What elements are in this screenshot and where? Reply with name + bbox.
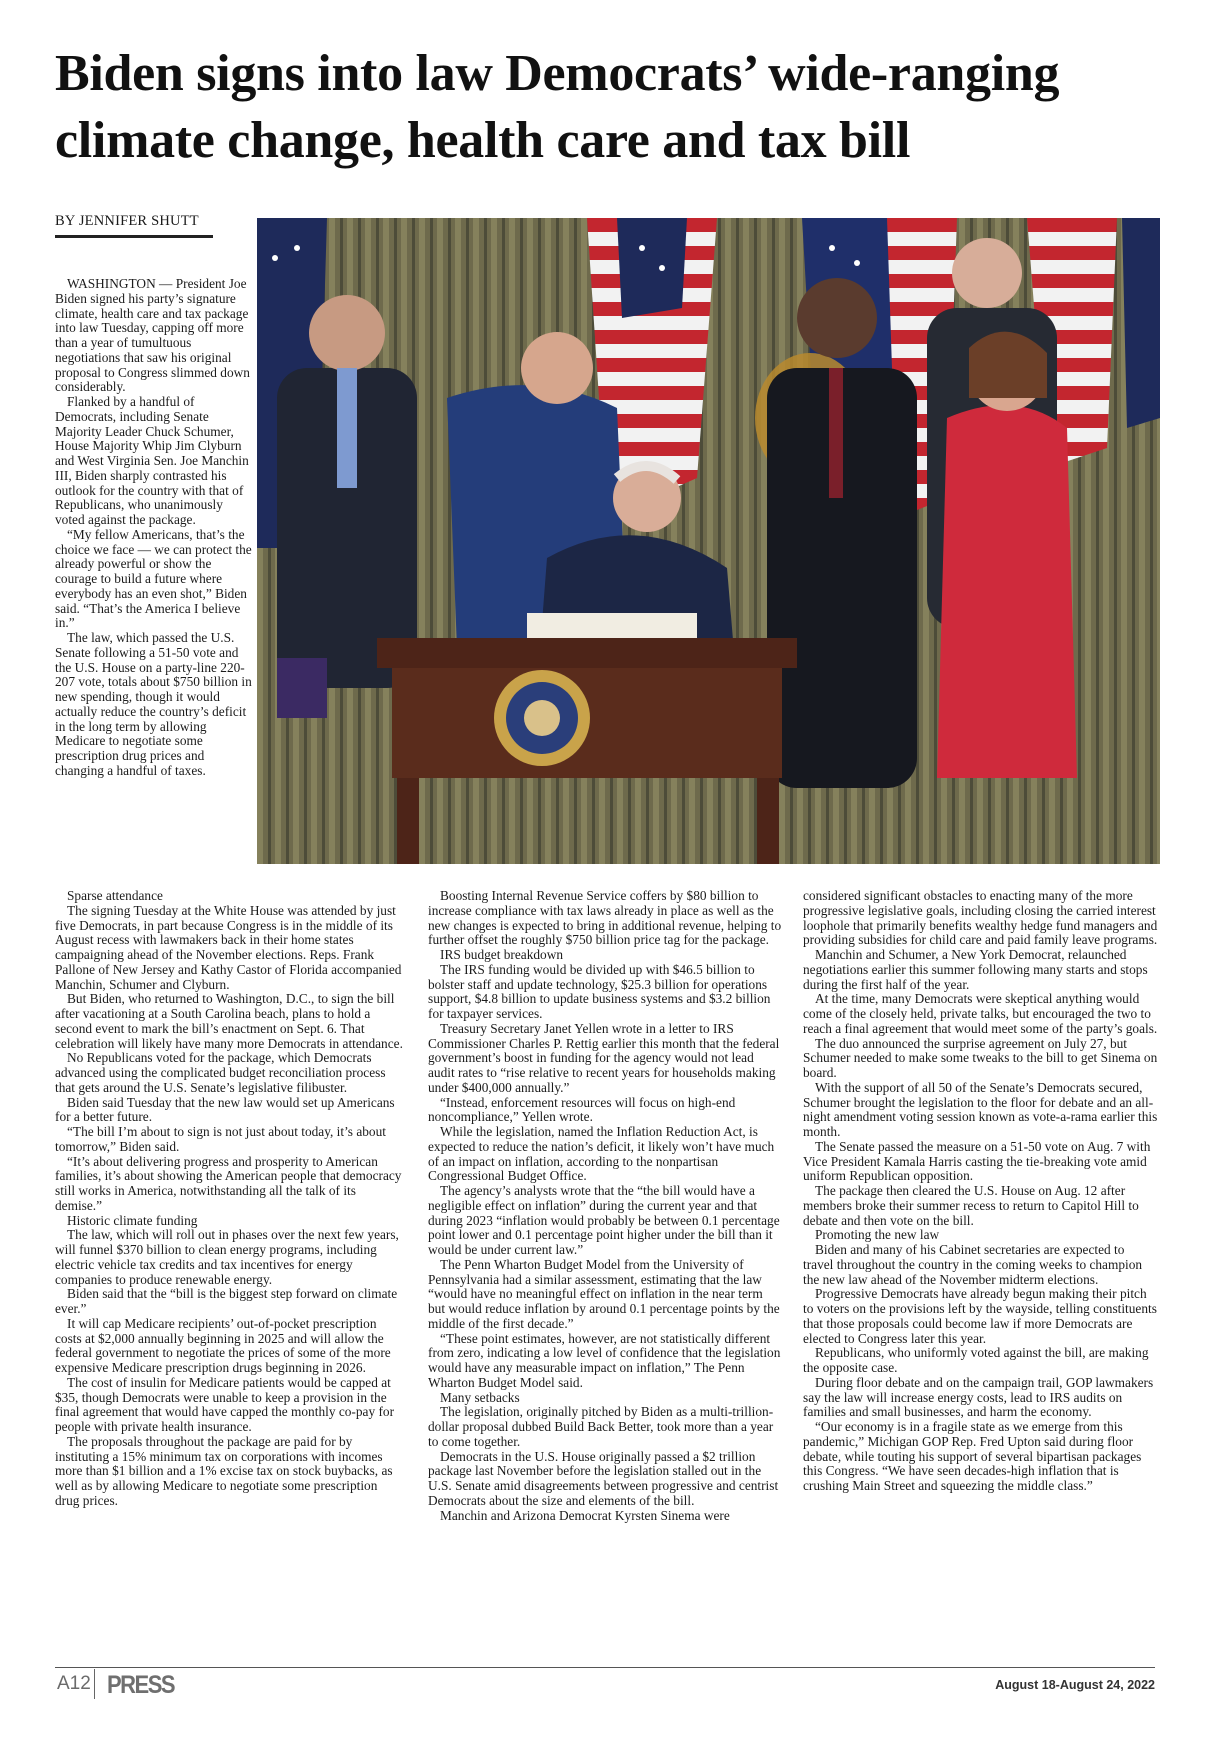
paragraph: considered significant obstacles to enacting many of the more progressive legislative goals, including closing the carried interest loophole that primarily benefits wealthy hedge fund managers and providing subsidies for child care and paid family leave programs. <box>803 888 1158 948</box>
subhead-many-setbacks: Many setbacks <box>440 1389 520 1405</box>
paragraph: The law, which will roll out in phases over the next few years, will funnel $370 billion to clean energy programs, including electric vehicle tax credits and tax incentives for energy companies to produce renewable energy. <box>55 1227 399 1287</box>
paragraph: Biden said Tuesday that the new law would set up Americans for a better future. <box>55 1094 395 1125</box>
paragraph: The duo announced the surprise agreement on July 27, but Schumer needed to make some tweaks to the bill to get Sinema on board. <box>803 1035 1158 1080</box>
paragraph: Biden said that the “bill is the biggest step forward on climate ever.” <box>55 1286 398 1316</box>
paragraph: “Instead, enforcement resources will focus on high-end noncompliance,” Yellen wrote. <box>428 1094 736 1125</box>
paragraph: At the time, many Democrats were skeptical anything would come of the closely held, private talks, but encouraged the two to reach a final agreement that would meet some of the party’s goals. <box>803 991 1158 1036</box>
paragraph: “It’s about delivering progress and prosperity to American families, it’s about showing the American people that democracy still works in America, notwithstanding all the talk of its demise.” <box>55 1153 402 1213</box>
page-number: A12 <box>57 1673 91 1694</box>
article-column-left <box>55 889 405 1509</box>
paragraph: WASHINGTON — President Joe Biden signed his party’s signature climate, health care and tax package into law Tuesday, capping off more than a year of tumultuous negotiations that saw his original proposal to Congress slimmed down considerably. <box>55 276 250 395</box>
paragraph: Progressive Democrats have already begun making their pitch to voters on the provisions left by the wayside, telling constituents that those proposals could become law if more Democrats are elected to Congress later this year. <box>803 1286 1157 1346</box>
paragraph: While the legislation, named the Inflation Reduction Act, is expected to reduce the nation’s deficit, it likely won’t have much of an impact on inflation, according to the nonpartisan Congressional Budget Office. <box>428 1124 775 1184</box>
paragraph: “The bill I’m about to sign is not just about today, it’s about tomorrow,” Biden said. <box>55 1124 386 1154</box>
paragraph: The package then cleared the U.S. House on Aug. 12 after members broke their summer recess to return to Capitol Hill to debate and then vote on the bill. <box>803 1183 1139 1228</box>
subhead-promoting-the-new-law: Promoting the new law <box>815 1227 940 1243</box>
paragraph: The cost of insulin for Medicare patients would be capped at $35, though Democrats were unable to keep a provision in the final agreement that would have capped the monthly co-pay for people with private health insurance. <box>55 1374 395 1434</box>
paragraph: Treasury Secretary Janet Yellen wrote in a letter to IRS Commissioner Charles P. Rettig earlier this month that the federal government’s boost in funding for the agency would not lead audit rates to “rise relative to recent years for households making under $400,000 annually.” <box>428 1020 780 1095</box>
paragraph: “Our economy is in a fragile state as we emerge from this pandemic,” Michigan GOP Rep. Fred Upton said during floor debate, while touting his support of several bipartisan packages this Congress. “We have seen decades-high inflation that is crushing Main Street and squeezing the middle class.” <box>803 1419 1142 1493</box>
signing-photo <box>257 218 1160 864</box>
paragraph: Republicans, who uniformly voted against the bill, are making the opposite case. <box>803 1345 1149 1375</box>
paragraph: Boosting Internal Revenue Service coffers by $80 billion to increase compliance with tax laws already in place as well as the new changes is expected to bring in additional revenue, helping to further offset the roughly $750 billion price tag for the package. <box>428 888 782 948</box>
paragraph: The signing Tuesday at the White House was attended by just five Democrats, in part because Congress is in the middle of its August recess with lawmakers back in their home states campaigning ahead of the November elections. Reps. Frank Pallone of New Jersey and Kathy Castor of Florida accompanied Manchin, Schumer and Clyburn. <box>55 902 402 992</box>
footer-rule <box>55 1667 1155 1668</box>
paragraph: The Penn Wharton Budget Model from the University of Pennsylvania had a similar assessment, estimating that the law “would have no meaningful effect on inflation in the near term but would reduce inflation by around 0.1 percentage points by the middle of the first decade.” <box>428 1256 780 1331</box>
headline: Biden signs into law Democrats’ wide-ranging climate change, health care and tax bill <box>55 45 1060 169</box>
paragraph: The agency’s analysts wrote that the “the bill would have a negligible effect on inflation” during the current year and that during 2023 “inflation would probably be between 0.1 percentage point lower and 0.1 percentage point higher under the bill than it would be under current law.” <box>428 1183 780 1257</box>
press-logo: PRESS <box>107 1670 175 1699</box>
paragraph: The legislation, originally pitched by Biden as a multi-trillion-dollar proposal dubbed Build Back Better, took more than a year to come together. <box>428 1404 774 1449</box>
issue-date: August 18-August 24, 2022 <box>995 1678 1155 1692</box>
paragraph: Flanked by a handful of Democrats, including Senate Majority Leader Chuck Schumer, House Majority Whip Jim Clyburn and West Virginia Sen. Joe Manchin III, Biden sharply contrasted his outlook for the country with that of Republicans, who unanimously voted against the package. <box>55 394 249 527</box>
paragraph: Democrats in the U.S. House originally passed a $2 trillion package last November before the legislation stalled out in the U.S. Senate amid disagreements between progressive and centrist Democrats about the size and elements of the bill. <box>428 1448 779 1508</box>
paragraph: With the support of all 50 of the Senate’s Democrats secured, Schumer brought the legislation to the floor for debate and an all-night amendment voting session known as vote-a-rama earlier this month. <box>803 1079 1158 1139</box>
paragraph: “These point estimates, however, are not statistically different from zero, indicating a low level of confidence that the legislation would have any measurable impact on inflation,” The Penn Wharton Budget Model said. <box>428 1330 781 1390</box>
paragraph: Biden and many of his Cabinet secretaries are expected to travel throughout the country in the coming weeks to champion the new law ahead of the November midterm elections. <box>803 1242 1143 1287</box>
subhead-historic-climate-funding: Historic climate funding <box>67 1212 198 1228</box>
paragraph: Manchin and Arizona Democrat Kyrsten Sinema were <box>440 1507 730 1523</box>
subhead-irs-budget-breakdown: IRS budget breakdown <box>440 947 564 962</box>
paragraph: The law, which passed the U.S. Senate following a 51-50 vote and the U.S. House on a party-line 220-207 vote, totals about $750 billion in new spending, though it would actually reduce the country’s deficit in the long term by allowing Medicare to negotiate some prescription drug prices and changing a handful of taxes. <box>55 630 252 778</box>
article-column-middle <box>428 889 783 1523</box>
paragraph: The Senate passed the measure on a 51-50 vote on Aug. 7 with Vice President Kamala Harris casting the tie-breaking vote amid uniform Republican opposition. <box>803 1138 1151 1184</box>
paragraph: “My fellow Americans, that’s the choice we face — we can protect the already powerful or show the courage to build a future where everybody has an even shot,” Biden said. “That’s the America I believe in.” <box>55 526 252 631</box>
paragraph: No Republicans voted for the package, which Democrats advanced using the complicated budget reconciliation process that gets around the U.S. Senate’s legislative filibuster. <box>55 1050 386 1095</box>
paragraph: The IRS funding would be divided up with $46.5 billion to bolster staff and update technology, $25.3 billion for operations support, $4.8 billion to update business systems and $3.2 billion for taxpayer services. <box>428 961 771 1021</box>
paragraph: During floor debate and on the campaign trail, GOP lawmakers say the law will increase energy costs, lead to IRS audits on families and small businesses, and harm the economy. <box>803 1374 1154 1420</box>
paragraph: Manchin and Schumer, a New York Democrat, relaunched negotiations earlier this summer following many starts and stops during the first half of the year. <box>803 947 1148 992</box>
paragraph: But Biden, who returned to Washington, D.C., to sign the bill after vacationing at a South Carolina beach, plans to hold a second event to mark the bill’s enactment on Sept. 6. That celebration will likely have many more Democrats in attendance. <box>55 991 403 1051</box>
subhead-sparse-attendance: Sparse attendance <box>67 888 163 903</box>
paragraph: It will cap Medicare recipients’ out-of-pocket prescription costs at $2,000 annually beginning in 2025 and will allow the federal government to negotiate the prices of some of the more expensive Medicare prescription drugs beginning in 2026. <box>55 1315 391 1375</box>
article-column-intro <box>55 277 255 779</box>
paragraph: The proposals throughout the package are paid for by instituting a 15% minimum tax on corporations with incomes more than $1 billion and a 1% excise tax on stock buybacks, as well as by allowing Medicare to negotiate some prescription drug prices. <box>55 1433 393 1508</box>
footer-divider <box>94 1669 95 1699</box>
article-column-right <box>803 889 1158 1494</box>
byline: BY JENNIFER SHUTT <box>55 213 213 238</box>
